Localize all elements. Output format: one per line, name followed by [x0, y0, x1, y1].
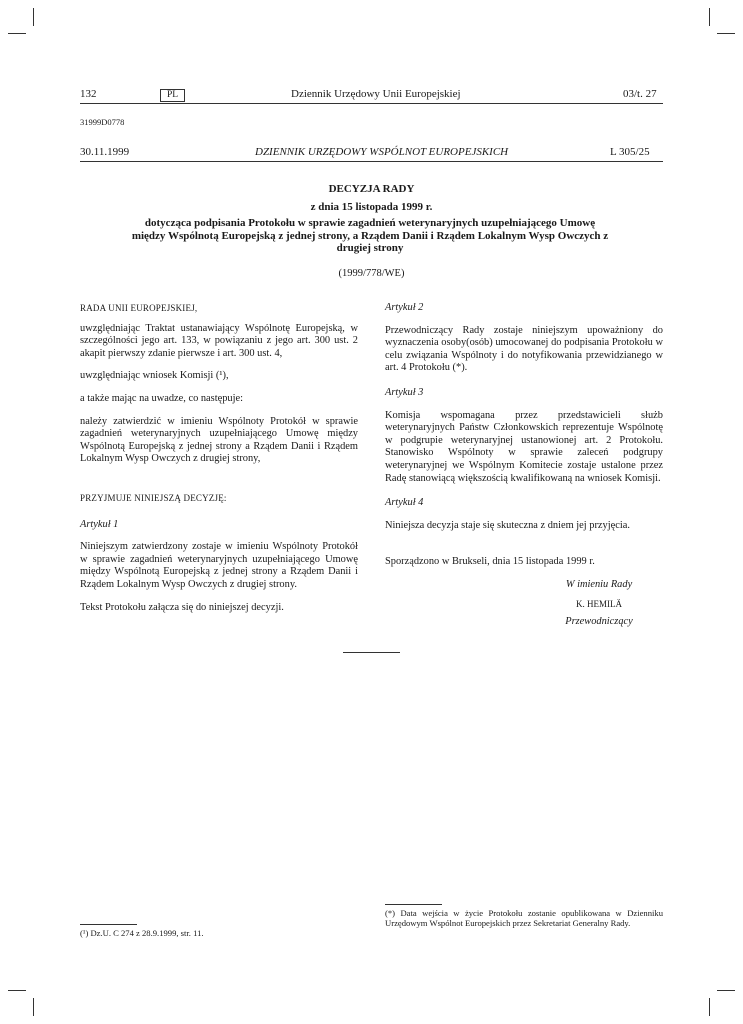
recital-proposal: uwzględniając wniosek Komisji (¹), — [80, 370, 229, 382]
article-1-text: Niniejszym zatwierdzony zostaje w imieniu Wspólnoty Protokół w sprawie zagadnień weterynaryjnych uzupełniającego Umowę między Wspólnotą Europejską z jednej strony a Rządem Danii i Rządem Lokalnym Wysp Owczych z drugiej strony. — [80, 541, 358, 590]
crop-mark — [8, 33, 26, 34]
signatory: K. HEMILÄ — [576, 598, 622, 609]
crop-mark — [709, 8, 710, 26]
crop-mark — [709, 998, 710, 1016]
institution: RADA UNII EUROPEJSKIEJ, — [80, 303, 198, 313]
done-at: Sporządzono w Brukseli, dnia 15 listopada 1999 r. — [385, 556, 595, 568]
crop-mark — [717, 990, 735, 991]
end-rule — [343, 652, 400, 653]
volume-number: 03/t. 27 — [623, 88, 657, 100]
header-rule — [80, 103, 663, 104]
crop-mark — [8, 990, 26, 991]
adopts-heading: PRZYJMUJE NINIEJSZĄ DECYZJĘ: — [80, 492, 227, 503]
article-4-text: Niniejsza decyzja staje się skuteczna z dniem jej przyjęcia. — [385, 519, 630, 531]
original-date: 30.11.1999 — [80, 146, 130, 158]
crop-mark — [33, 998, 34, 1016]
decision-subject: dotycząca podpisania Protokołu w sprawie zagadnień weterynaryjnych uzupełniającego Umowę między Wspólnotą Europejską z jednej strony, a Rządem Danii i Rządem Lokalnym Wysp Owczych z drugiej strony — [131, 217, 609, 254]
decision-title: DECYZJA RADY — [328, 183, 415, 195]
article-3-heading: Artykuł 3 — [385, 386, 424, 398]
article-1-annex: Tekst Protokołu załącza się do niniejszej decyzji. — [80, 601, 284, 613]
on-behalf: W imieniu Rady — [565, 578, 633, 590]
journal-title: Dziennik Urzędowy Unii Europejskiej — [291, 88, 461, 100]
article-2-heading: Artykuł 2 — [385, 302, 424, 313]
decision-number: (1999/778/WE) — [338, 268, 405, 279]
article-2-text: Przewodniczący Rady zostaje niniejszym upoważniony do wyznaczenia osoby(osób) umocowanej do podpisania Protokołu w celu związania Wspólnoty i do notyfikowania przewidzianego w art. 4 Protokołu (*). — [385, 324, 663, 374]
decision-date: z dnia 15 listopada 1999 r. — [310, 201, 433, 213]
recital-treaty: uwzględniając Traktat ustanawiający Wspólnotę Europejską, w szczególności jego art. 133, w powiązaniu z jego art. 300 ust. 2 akapit pierwszy zdanie pierwsze i art. 300 ust. 4, — [80, 322, 358, 359]
celex-number: 31999D0778 — [80, 117, 125, 127]
left-column — [80, 302, 358, 624]
original-header-rule — [80, 161, 663, 162]
footnote-rule-left — [80, 924, 137, 925]
crop-mark — [717, 33, 735, 34]
crop-mark — [33, 8, 34, 26]
footnote-rule-right — [385, 904, 442, 905]
right-column — [385, 302, 663, 629]
page-number: 132 — [80, 88, 97, 100]
original-ref: L 305/25 — [610, 146, 650, 158]
signatory-role: Przewodniczący — [565, 616, 633, 628]
language-box: PL — [160, 89, 185, 102]
article-3-text: Komisja wspomagana przez przedstawicieli służb weterynaryjnych Państw Członkowskich reprezentuje Wspólnotę w podgrupie weterynaryjnej ustanowionej art. 2 Protokołu. Stanowisko Wspólnoty w sprawie zaleceń podgrupy weterynaryjnej we Wspólnym Komitecie zostaje ustalone przez Radę stanowiącą większością kwalifikowaną na wniosek Komisji. — [385, 409, 663, 484]
footnote-left: (¹) Dz.U. C 274 z 28.9.1999, str. 11. — [80, 928, 204, 938]
recital-approval: należy zatwierdzić w imieniu Wspólnoty Protokół w sprawie zagadnień weterynaryjnych uzupełniającego Umowę między Wspólnotą Europejską z jednej strony a Rządem Danii i Rządem Lokalnym Wysp Owczych z drugiej strony, — [80, 415, 358, 465]
footnote-right: (*) Data wejścia w życie Protokołu zostanie opublikowana w Dzienniku Urzędowym Wspólnot Europejskich przez Sekretariat Generalny Rady. — [385, 908, 663, 929]
article-4-heading: Artykuł 4 — [385, 497, 424, 509]
recital-whereas: a także mając na uwadze, co następuje: — [80, 392, 243, 404]
article-1-heading: Artykuł 1 — [80, 518, 119, 530]
original-journal: DZIENNIK URZĘDOWY WSPÓLNOT EUROPEJSKICH — [255, 146, 509, 158]
